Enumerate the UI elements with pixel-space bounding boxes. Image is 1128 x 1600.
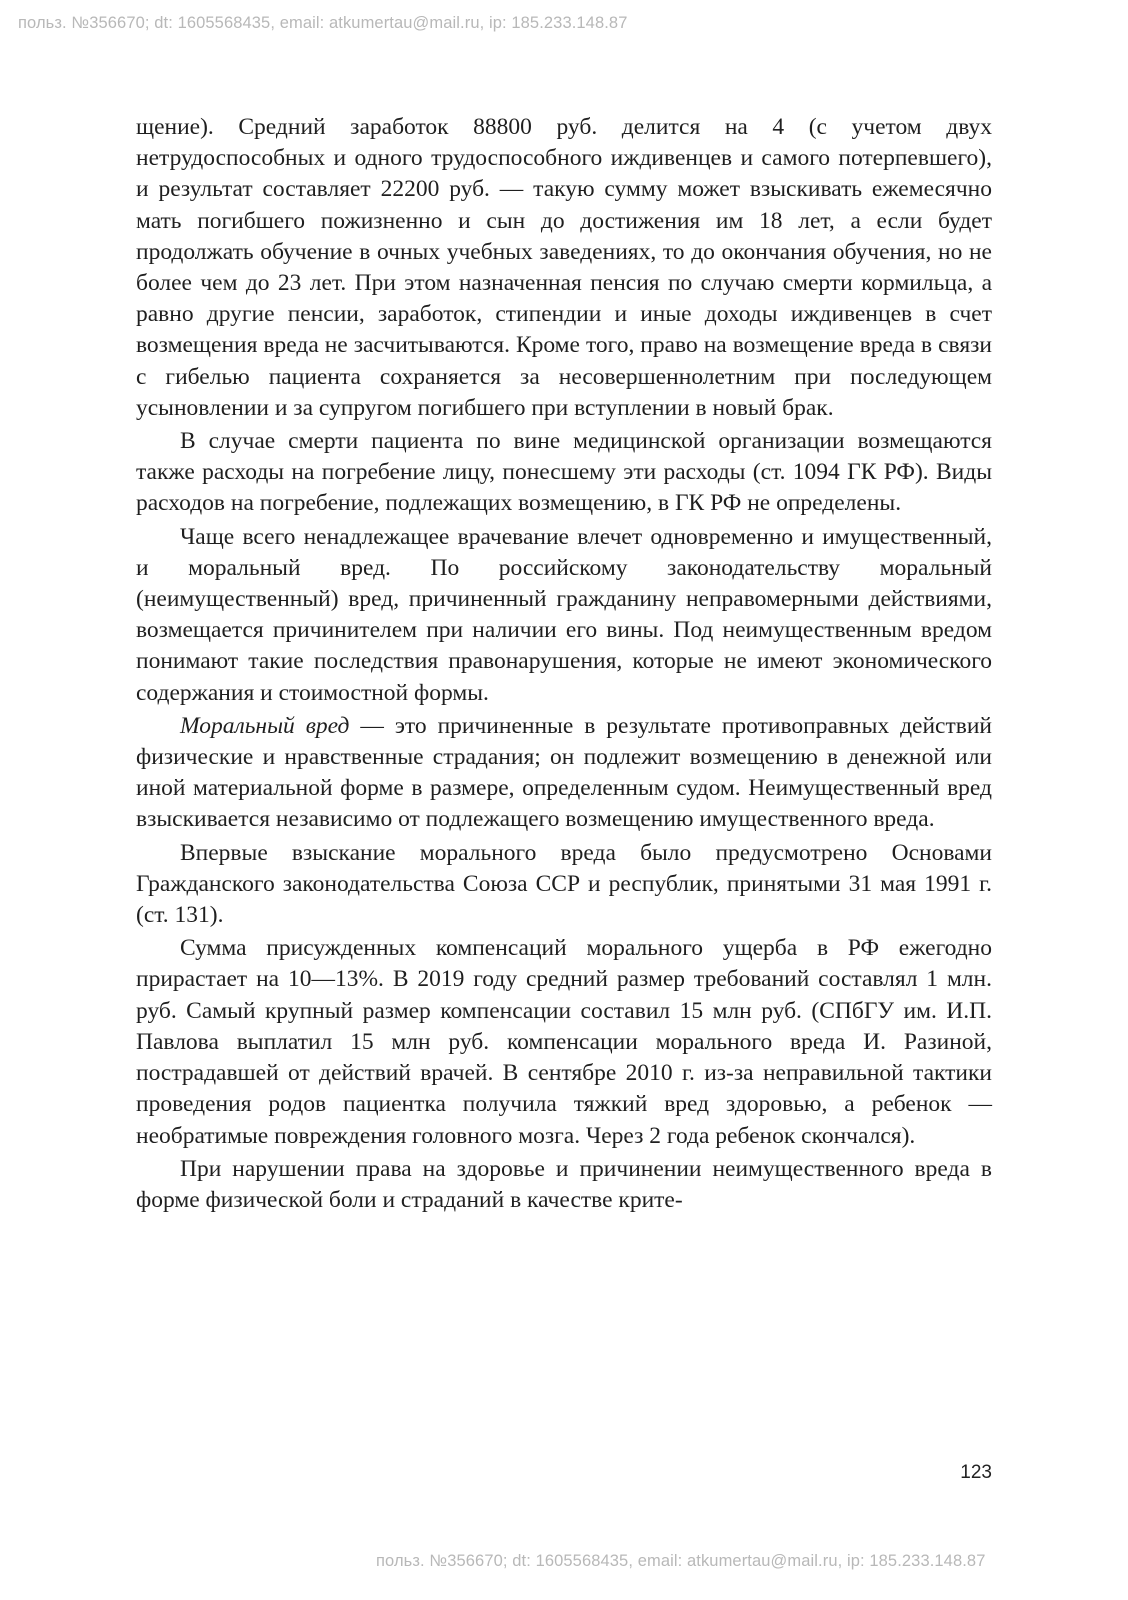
- paragraph-health-rights: При нарушении права на здоровье и причинении неимущественного вреда в форме физической боли и страданий в качестве крите-: [136, 1155, 992, 1213]
- paragraph-continuation: щение). Средний заработок 88800 руб. делится на 4 (с учетом двух нетрудоспособных и одного трудоспособного иждивенцев и самого потерпевшего), и результат составляет 22200 руб. — такую сумму может взыскивать ежемесячно мать погибшего пожизненно и сын до достижения им 18 лет, а если будет продолжать обучение в очных учебных заведениях, то до окончания обучения, но не более чем до 23 лет. При этом назначенная пенсия по случаю смерти кормильца, а равно другие пенсии, заработок, стипендии и иные доходы иждивенцев в счет возмещения вреда не засчитываются. Кроме того, право на возмещение вреда в связи с гибелью пациента сохраняется за несовершеннолетним при последующем усыновлении и за супругом погибшего при вступлении в новый брак.: [136, 114, 992, 421]
- watermark-top: польз. №356670; dt: 1605568435, email: atkumertau@mail.ru, ip: 185.233.148.87: [18, 14, 628, 32]
- page-body: [136, 112, 992, 1216]
- paragraph-moral-harm-definition: [136, 711, 992, 836]
- definition-text: — это причиненные в результате противоправных действий физические и нравственные страдания; он подлежит возмещению в денежной или иной материальной форме в размере, определенным судом. Неимущественный вред взыскивается независимо от подлежащего возмещению имущественного вреда.: [136, 712, 992, 833]
- defined-term: Моральный вред: [180, 712, 350, 739]
- paragraph-history: Впервые взыскание морального вреда было предусмотрено Основами Гражданского законодательства Союза ССР и республик, принятыми 31 мая 1991 г. (ст. 131).: [136, 839, 992, 929]
- watermark-bottom: польз. №356670; dt: 1605568435, email: atkumertau@mail.ru, ip: 185.233.148.87: [376, 1552, 986, 1570]
- paragraph-moral-harm-law: Чаще всего ненадлежащее врачевание влечет одновременно и имущественный, и моральный вред. По российскому законодательству моральный (неимущественный) вред, причиненный гражданину неправомерными действиями, возмещается причинителем при наличии его вины. Под неимущественным вредом понимают такие последствия правонарушения, которые не имеют экономического содержания и стоимостной формы.: [136, 523, 992, 706]
- page-number: 123: [960, 1462, 992, 1483]
- paragraph-compensation-stats: Сумма присужденных компенсаций морального ущерба в РФ ежегодно прирастает на 10—13%. В 2019 году средний размер требований составлял 1 млн. руб. Самый крупный размер компенсации составил 15 млн руб. (СПбГУ им. И.П. Павлова выплатил 15 млн руб. компенсации морального вреда И. Разиной, пострадавшей от действий врачей. В сентябре 2010 г. из-за неправильной тактики проведения родов пациентка получила тяжкий вред здоровью, а ребенок — необратимые повреждения головного мозга. Через 2 года ребенок скончался).: [136, 935, 992, 1149]
- paragraph-burial-expenses: В случае смерти пациента по вине медицинской организации возмещаются также расходы на погребение лицу, понесшему эти расходы (ст. 1094 ГК РФ). Виды расходов на погребение, подлежащих возмещению, в ГК РФ не определены.: [136, 428, 992, 517]
